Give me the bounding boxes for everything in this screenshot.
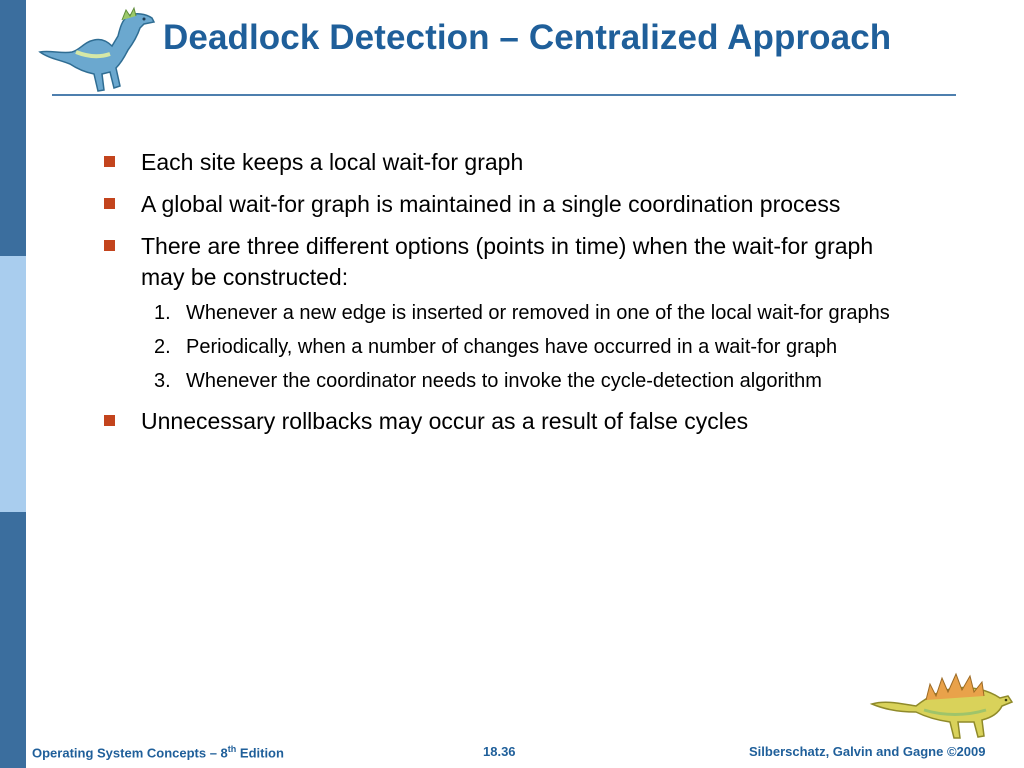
footer-page-number: 18.36 [483,744,516,759]
option-item [104,300,904,327]
sidebar-segment-light [0,256,26,512]
square-bullet-icon [104,198,115,209]
option-number: 3. [154,370,171,392]
bullet-text: Unnecessary rollbacks may occur as a result of false cycles [141,408,749,434]
option-number: 1. [154,302,171,324]
option-number: 2. [154,336,171,358]
bullet-text: A global wait-for graph is maintained in a single coordination process [141,191,841,217]
left-sidebar-band [0,0,26,768]
sidebar-segment-dark [0,512,26,768]
bullet-item [104,231,904,293]
slide-content [104,147,904,448]
option-text: Periodically, when a number of changes have occurred in a wait-for graph [186,336,838,358]
bullet-text: There are three different options (points in time) when the wait-for graph may be constructed: [141,233,874,290]
title-divider [52,94,956,96]
option-text: Whenever a new edge is inserted or removed in one of the local wait-for graphs [186,302,890,324]
footer-book-title: Operating System Concepts – 8th Edition [32,744,284,761]
option-text: Whenever the coordinator needs to invoke the cycle-detection algorithm [186,370,822,392]
sidebar-segment-dark [0,0,26,256]
option-item [104,334,904,361]
footer-copyright: Silberschatz, Galvin and Gagne ©2009 [749,744,986,759]
bullet-text: Each site keeps a local wait-for graph [141,149,524,175]
option-item [104,368,904,395]
square-bullet-icon [104,156,115,167]
stegosaurus-icon [866,660,1016,740]
square-bullet-icon [104,240,115,251]
page-title: Deadlock Detection – Centralized Approach [163,18,892,57]
options-list [104,300,904,395]
bullet-item [104,189,904,220]
square-bullet-icon [104,415,115,426]
bullet-item [104,147,904,178]
bullet-item [104,406,904,437]
dinosaur-icon [36,6,160,94]
